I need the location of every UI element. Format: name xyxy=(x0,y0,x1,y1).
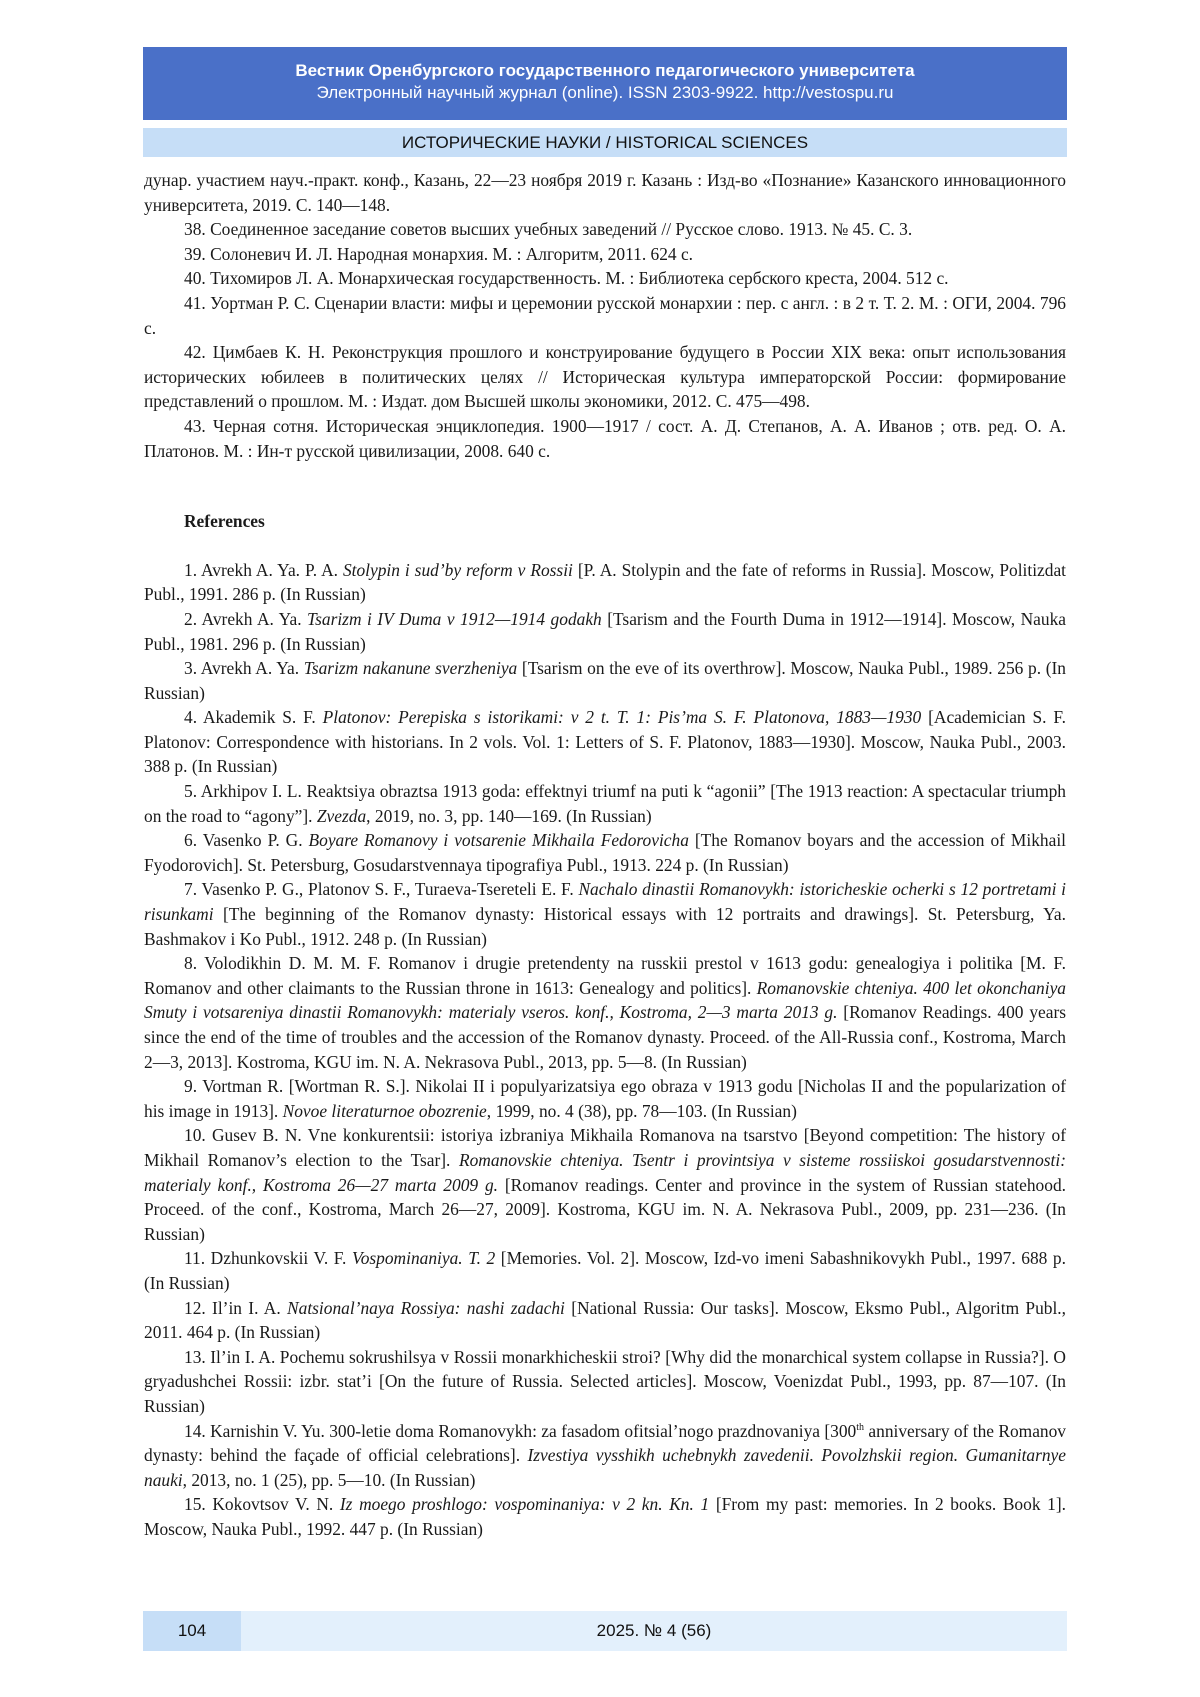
ref-text: [National Russia: Our tasks]. Moscow, Eksmo Publ., Algoritm Publ., 2011. 464 p. (In Russian) xyxy=(144,1297,1067,1343)
reference-item xyxy=(144,1296,1066,1345)
reference-item xyxy=(144,558,1066,607)
ref-title: Romanovskie chteniya. Tsentr i provintsiya v sisteme rossiiskoi gosudarstvennosti: materialy konf., Kostroma 26—27 marta 2009 g. xyxy=(144,1149,1066,1195)
ref-text: , 1999, no. 4 (38), pp. 78—103. (In Russian) xyxy=(486,1100,797,1121)
ref-text: [From my past: memories. In 2 books. Book 1]. Moscow, Nauka Publ., 1992. 447 p. (In Russian) xyxy=(144,1494,1066,1539)
ordinal-superscript: th xyxy=(856,1421,865,1433)
reference-item xyxy=(144,1123,1066,1246)
ref-text: [Tsarism on the eve of its overthrow]. Moscow, Nauka Publ., 1989. 256 p. (In Russian) xyxy=(144,658,1066,703)
ref-title: Zvezda xyxy=(316,805,367,826)
ref-text: 9. Vortman R. [Wortman R. S.]. Nikolai II i populyarizatsiya ego obraza v 1913 godu [Nicholas II and the popularization of his image in 1913]. xyxy=(144,1076,1066,1121)
ref-text: 15. Kokovtsov V. N. xyxy=(184,1494,340,1515)
ref-title: Vospominaniya. T. 2 xyxy=(352,1248,496,1269)
reference-item xyxy=(144,1419,1066,1493)
ref-title: Izvestiya vysshikh uchebnykh zavedenii. Povolzhskii region. Gumanitarnye nauki xyxy=(144,1445,1066,1490)
reference-item xyxy=(144,877,1066,951)
reference-item: 40. Тихомиров Л. А. Монархическая государственность. М. : Библиотека сербского креста, 2004. 512 с. xyxy=(184,268,949,289)
ref-text: [P. A. Stolypin and the fate of reforms in Russia]. Moscow, Politizdat Publ., 1991. 286 p. (In Russian) xyxy=(144,559,1066,605)
ref-text: 3. Avrekh A. Ya. xyxy=(184,658,304,679)
references-heading: References xyxy=(184,511,265,532)
article-body xyxy=(144,168,1066,1541)
ref-text: , 2013, no. 1 (25), pp. 5—10. (In Russian) xyxy=(182,1469,476,1490)
ref-text: , 2019, no. 3, pp. 140—169. (In Russian) xyxy=(366,805,652,826)
reference-item xyxy=(144,1246,1066,1295)
ref-text: 7. Vasenko P. G., Platonov S. F., Turaeva-Tsereteli E. F. xyxy=(184,879,579,900)
reference-item xyxy=(144,1492,1066,1541)
ref-title: Tsarizm nakanune sverzheniya xyxy=(303,658,518,679)
ref-text: 11. Dzhunkovskii V. F. xyxy=(184,1248,352,1269)
ref-text: 10. Gusev B. N. Vne konkurentsii: istoriya izbraniya Mikhaila Romanova na tsarstvo [Beyond competition: The history of Mikhail Romanov’s election to the Tsar]. xyxy=(144,1125,1066,1170)
ref-text: [Tsarism and the Fourth Duma in 1912—1914]. Moscow, Nauka Publ., 1981. 296 p. (In Russian) xyxy=(144,608,1066,654)
ref-text: 5. Arkhipov I. L. Reaktsiya obraztsa 1913 goda: effektnyi triumf na puti k “agonii” [The 1913 reaction: A spectacular triumph on the road to “agony”]. xyxy=(144,781,1066,826)
ref-text: 2. Avrekh A. Ya. xyxy=(184,608,308,629)
ref-title: Platonov: Perepiska s istorikami: v 2 t. T. 1: Pis’ma S. F. Platonova, 1883—1930 xyxy=(322,707,922,728)
reference-item xyxy=(144,656,1066,705)
reference-item: 39. Солоневич И. Л. Народная монархия. М. : Алгоритм, 2011. 624 с. xyxy=(184,243,694,264)
reference-item: 41. Уортман Р. С. Сценарии власти: мифы и церемонии русской монархии : пер. с англ. : в 2 т. Т. 2. М. : ОГИ, 2004. 796 с. xyxy=(144,292,1066,338)
ref-text: 13. Il’in I. A. Pochemu sokrushilsya v Rossii monarkhicheskii stroi? [Why did the monarchical system collapse in Russia?]. O gryadushchei Rossii: izbr. stat’i [On the future of Russia. Selected articles]. Moscow, Voenizdat Publ., 1993, pp. 87—107. (In Russian) xyxy=(144,1346,1066,1416)
ref-text: [The Romanov boyars and the accession of Mikhail Fyodorovich]. St. Petersburg, Gosudarstvennaya tipografiya Publ., 1913. 224 p. (In Russian) xyxy=(144,830,1066,875)
ref-title: Iz moego proshlogo: vospominaniya: v 2 kn. Kn. 1 xyxy=(339,1494,710,1515)
ref-title: Romanovskie chteniya. 400 let okonchaniya Smuty i votsareniya dinastii Romanovykh: materialy vseros. konf., Kostroma, 2—3 marta 2013 g. xyxy=(144,977,1067,1023)
ref-title: Stolypin i sud’by reform v Rossii xyxy=(342,559,573,580)
ref-text: [Memories. Vol. 2]. Moscow, Izd-vo imeni Sabashnikovykh Publ., 1997. 688 p. (In Russian) xyxy=(144,1248,1066,1293)
reference-item xyxy=(144,705,1066,779)
ref-text: 6. Vasenko P. G. xyxy=(184,830,309,851)
journal-header xyxy=(143,47,1067,120)
ref-text: 12. Il’in I. A. xyxy=(184,1297,288,1318)
ref-text: 4. Akademik S. F. xyxy=(184,707,323,728)
page-number: 104 xyxy=(143,1611,241,1651)
ref-title: Nachalo dinastii Romanovykh: istoricheskie ocherki s 12 portretami i risunkami xyxy=(144,879,1067,925)
ref-title: Boyare Romanovy i votsarenie Mikhaila Fedorovicha xyxy=(308,830,689,851)
reference-item xyxy=(144,1074,1066,1123)
ref-text: anniversary of the Romanov dynasty: behind the façade of official celebrations]. xyxy=(144,1420,1066,1466)
ref-title: Natsional’naya Rossiya: nashi zadachi xyxy=(287,1297,565,1318)
reference-item xyxy=(144,828,1066,877)
reference-item xyxy=(144,779,1066,828)
reference-item xyxy=(144,1345,1066,1419)
reference-item xyxy=(144,951,1066,1074)
ref-text: [The beginning of the Romanov dynasty: Historical essays with 12 portraits and drawings]. St. Petersburg, Ya. Bashmakov i Ko Publ., 1912. 248 p. (In Russian) xyxy=(144,904,1066,949)
ref-title: Novoe literaturnoe obozrenie xyxy=(282,1100,487,1121)
ref-text: [Academician S. F. Platonov: Correspondence with historians. In 2 vols. Vol. 1: Letters of S. F. Platonov, 1883—1930]. Moscow, Nauka Publ., 2003. 388 p. (In Russian) xyxy=(144,707,1067,777)
issue-label: 2025. № 4 (56) xyxy=(241,1611,1067,1651)
ref-text: [Romanov readings. Center and province in the system of Russian statehood. Proceed. of the conf., Kostroma, March 26—27, 2009]. Kostroma, KGU im. N. A. Nekrasova Publ., 2009, pp. 231—236. (In Russian) xyxy=(144,1174,1066,1244)
reference-item: дунар. участием науч.-практ. конф., Казань, 22—23 ноября 2019 г. Казань : Изд-во «Познание» Казанского инновационного университета, 2019. С. 140—148. xyxy=(144,170,1066,215)
ref-text: 1. Avrekh A. Ya. P. A. xyxy=(184,559,343,580)
ref-title: Tsarizm i IV Duma v 1912—1914 godakh xyxy=(307,608,602,629)
reference-item: 43. Черная сотня. Историческая энциклопедия. 1900—1917 / сост. А. Д. Степанов, А. А. Иванов ; отв. ред. О. А. Платонов. М. : Ин-т русской цивилизации, 2008. 640 с. xyxy=(144,415,1066,461)
section-title: ИСТОРИЧЕСКИЕ НАУКИ / HISTORICAL SCIENCES xyxy=(143,128,1067,157)
journal-subtitle: Электронный научный журнал (online). ISSN 2303-9922. http://vestospu.ru xyxy=(316,83,894,102)
ref-text: 8. Volodikhin D. M. M. F. Romanov i drugie pretendenty na russkii prestol v 1613 godu: genealogiya i politika [M. F. Romanov and other claimants to the Russian throne in 1613: Genealogy and politics]. xyxy=(144,953,1066,998)
ref-text: 14. Karnishin V. Yu. 300-letie doma Romanovykh: za fasadom ofitsial’nogo prazdnovaniya [300 xyxy=(184,1420,857,1441)
reference-item xyxy=(144,607,1066,656)
ref-text: [Romanov Readings. 400 years since the end of the time of troubles and the accession of the Romanov dynasty. Proceed. of the All-Russia conf., Kostroma, March 2—3, 2013]. Kostroma, KGU im. N. A. Nekrasova Publ., 2013, pp. 5—8. (In Russian) xyxy=(144,1002,1067,1072)
reference-item: 38. Соединенное заседание советов высших учебных заведений // Русское слово. 1913. № 45. С. 3. xyxy=(184,219,913,240)
journal-title: Вестник Оренбургского государственного педагогического университета xyxy=(295,61,915,80)
reference-item: 42. Цимбаев К. Н. Реконструкция прошлого и конструирование будущего в России XIX века: опыт использования исторических юбилеев в политических целях // Историческая культура императорской России: формирование представлений о прошлом. М. : Издат. дом Высшей школы экономики, 2012. С. 475—498. xyxy=(144,342,1066,412)
